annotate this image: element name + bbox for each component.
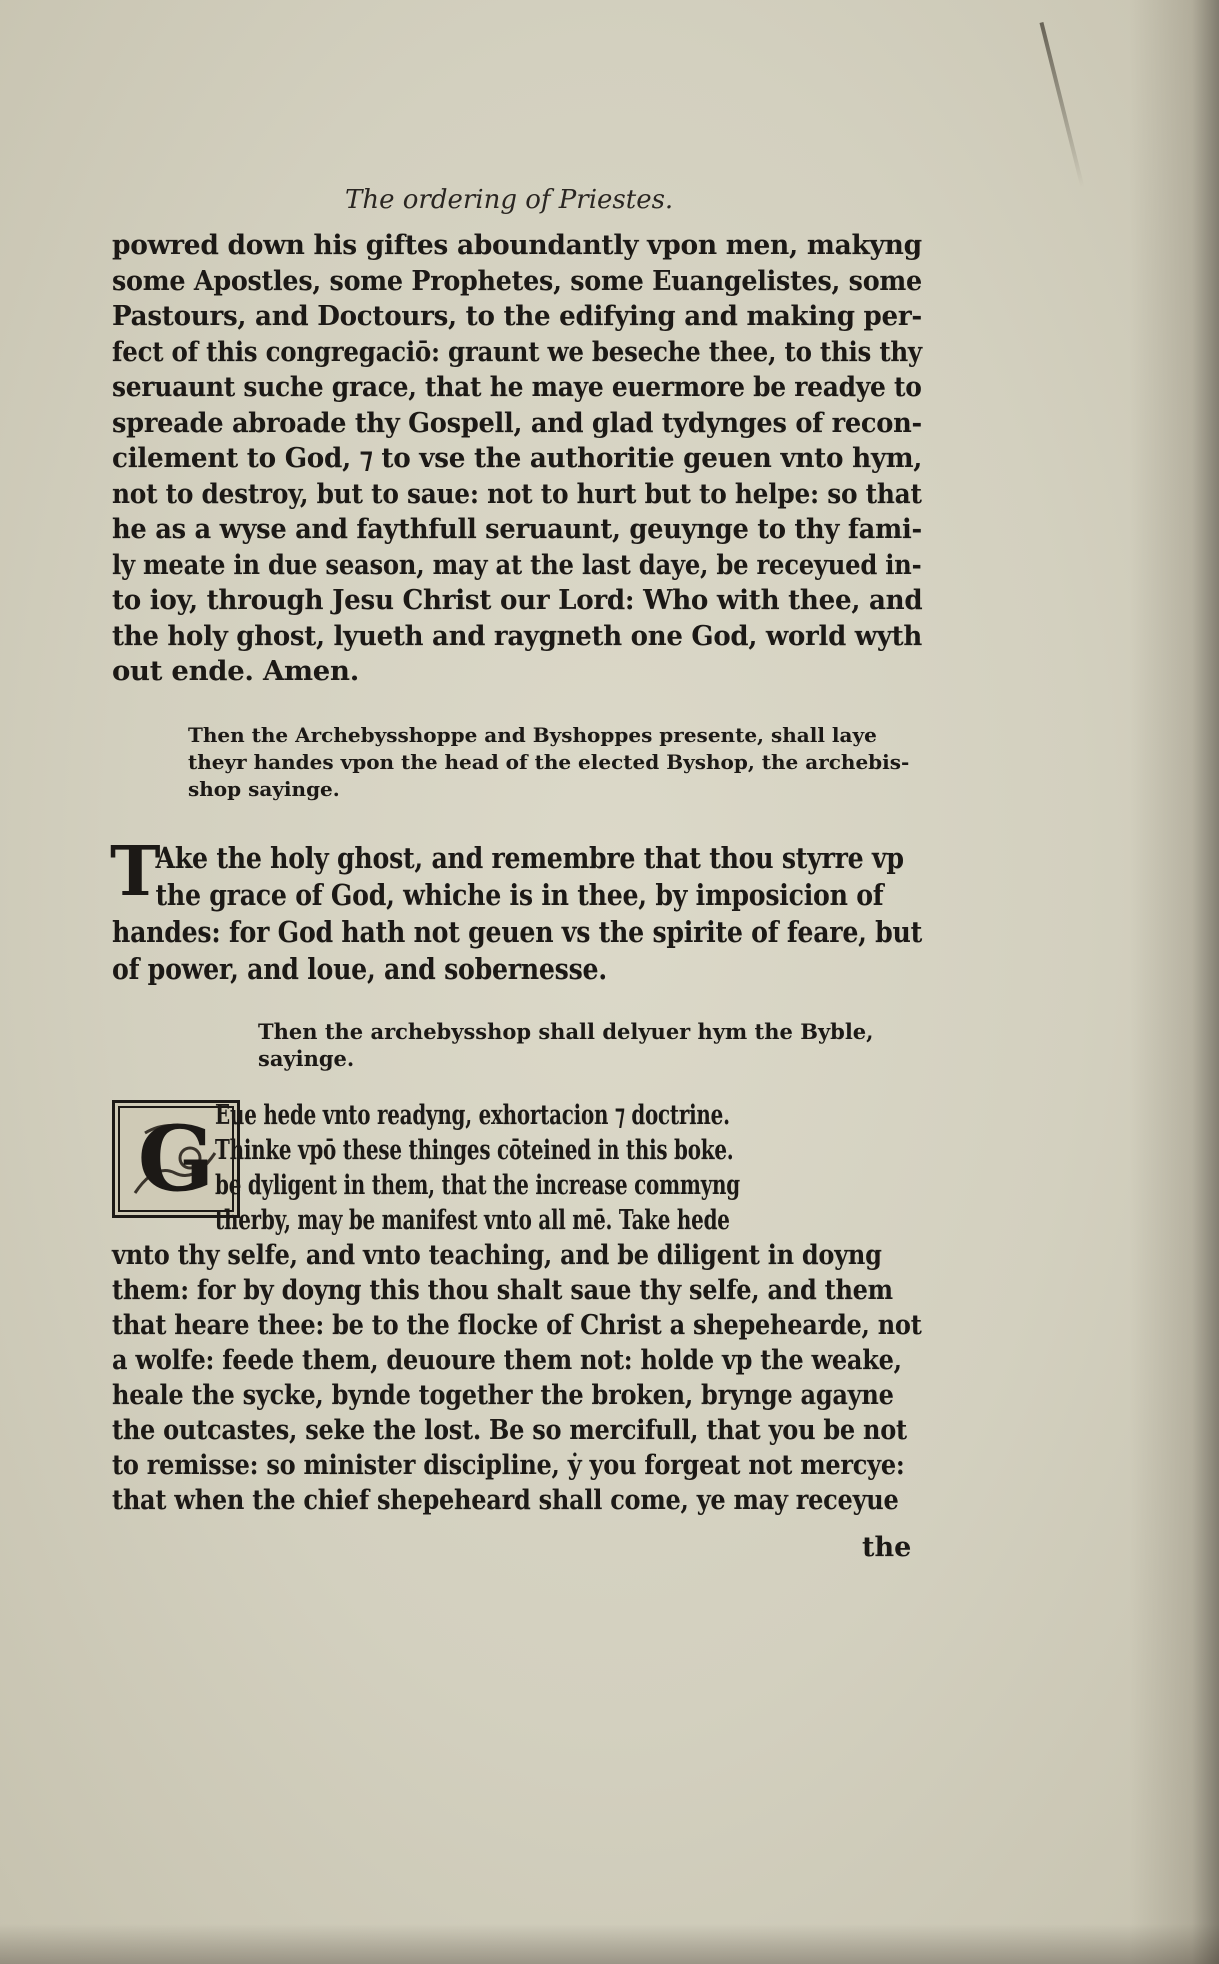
prayer-paragraph bbox=[112, 228, 922, 690]
rubric-line: theyr handes vpon the head of the elected Byshop, the archebis- bbox=[188, 750, 910, 774]
text-line: Eue hede vnto readyng, exhortacion ⁊ doctrine. bbox=[215, 1100, 730, 1131]
text-line: not to destroy, but to saue: not to hurt but to helpe: so that bbox=[112, 477, 922, 510]
text-line: to ioy, through Jesu Christ our Lord: Who with thee, and bbox=[112, 584, 923, 616]
text-line: the outcastes, seke the lost. Be so mercifull, that you be not bbox=[112, 1415, 907, 1446]
text-line: them: for by doyng this thou shalt saue thy selfe, and them bbox=[112, 1275, 893, 1306]
running-head: The ordering of Priestes. bbox=[345, 185, 674, 215]
text-line: spreade abroade thy Gospell, and glad tydynges of recon- bbox=[112, 406, 922, 439]
text-line: therby, may be manifest vnto all mē. Take hede bbox=[215, 1205, 730, 1236]
text-line: the grace of God, whiche is in thee, by imposicion of bbox=[155, 878, 884, 912]
text-line: that when the chief shepeheard shall come, ye may receyue bbox=[112, 1485, 899, 1516]
text-line: seruaunt suche grace, that he maye euermore be readye to bbox=[112, 371, 922, 403]
text-line: cilement to God, ⁊ to vse the authoritie geuen vnto hym, bbox=[112, 442, 923, 474]
text-line: vnto thy selfe, and vnto teaching, and be diligent in doyng bbox=[112, 1240, 882, 1271]
text-line: Ake the holy ghost, and remembre that thou styrre vp bbox=[155, 841, 904, 875]
page-crease bbox=[1039, 22, 1084, 188]
rubric-laying-on-hands bbox=[188, 722, 909, 803]
text-line: fect of this congregaciō: graunt we beseche thee, to this thy bbox=[112, 335, 922, 368]
rubric-deliver-bible bbox=[258, 1018, 873, 1072]
catchword: the bbox=[862, 1532, 912, 1563]
rubric-line: Then the archebysshop shall delyuer hym the Byble, bbox=[258, 1019, 874, 1044]
text-line: handes: for God hath not geuen vs the spirite of feare, but bbox=[112, 915, 923, 949]
ordination-words-paragraph bbox=[110, 832, 1043, 988]
text-line: a wolfe: feede them, deuoure them not: holde vp the weake, bbox=[112, 1345, 902, 1376]
exhortation-paragraph bbox=[112, 1098, 1022, 1518]
text-line: that heare thee: be to the flocke of Christ a shepehearde, not bbox=[112, 1310, 922, 1341]
rubric-line: shop sayinge. bbox=[188, 777, 340, 801]
rubric-line: sayinge. bbox=[258, 1046, 355, 1071]
text-line: to remisse: so minister discipline, ẏ you forgeat not mercye: bbox=[112, 1450, 905, 1481]
text-line: the holy ghost, lyueth and raygneth one God, world wyth bbox=[112, 619, 923, 652]
text-line: heale the sycke, bynde together the broken, brynge agayne bbox=[112, 1380, 894, 1411]
initial-letter-g: G bbox=[137, 1106, 215, 1212]
rubric-line: Then the Archebysshoppe and Byshoppes presente, shall laye bbox=[188, 723, 877, 747]
text-line: out ende. Amen. bbox=[112, 655, 359, 687]
text-line: Thinke vpō these thinges cōteined in this boke. bbox=[215, 1135, 734, 1166]
text-line: powred down his giftes aboundantly vpon men, makyng bbox=[112, 229, 922, 261]
text-line: of power, and loue, and sobernesse. bbox=[112, 952, 607, 986]
text-line: some Apostles, some Prophetes, some Euangelistes, some bbox=[112, 264, 922, 297]
text-line: be dyligent in them, that the increase commyng bbox=[215, 1170, 740, 1201]
page-bottom-shadow bbox=[0, 1924, 1219, 1964]
page-edge-shadow bbox=[1129, 0, 1219, 1964]
text-line: ly meate in due season, may at the last daye, be receyued in- bbox=[112, 548, 922, 581]
initial-letter-t: T bbox=[110, 832, 161, 912]
text-line: he as a wyse and faythfull seruaunt, geuynge to thy fami- bbox=[112, 513, 922, 545]
text-line: Pastours, and Doctours, to the edifying and making per- bbox=[112, 300, 922, 332]
